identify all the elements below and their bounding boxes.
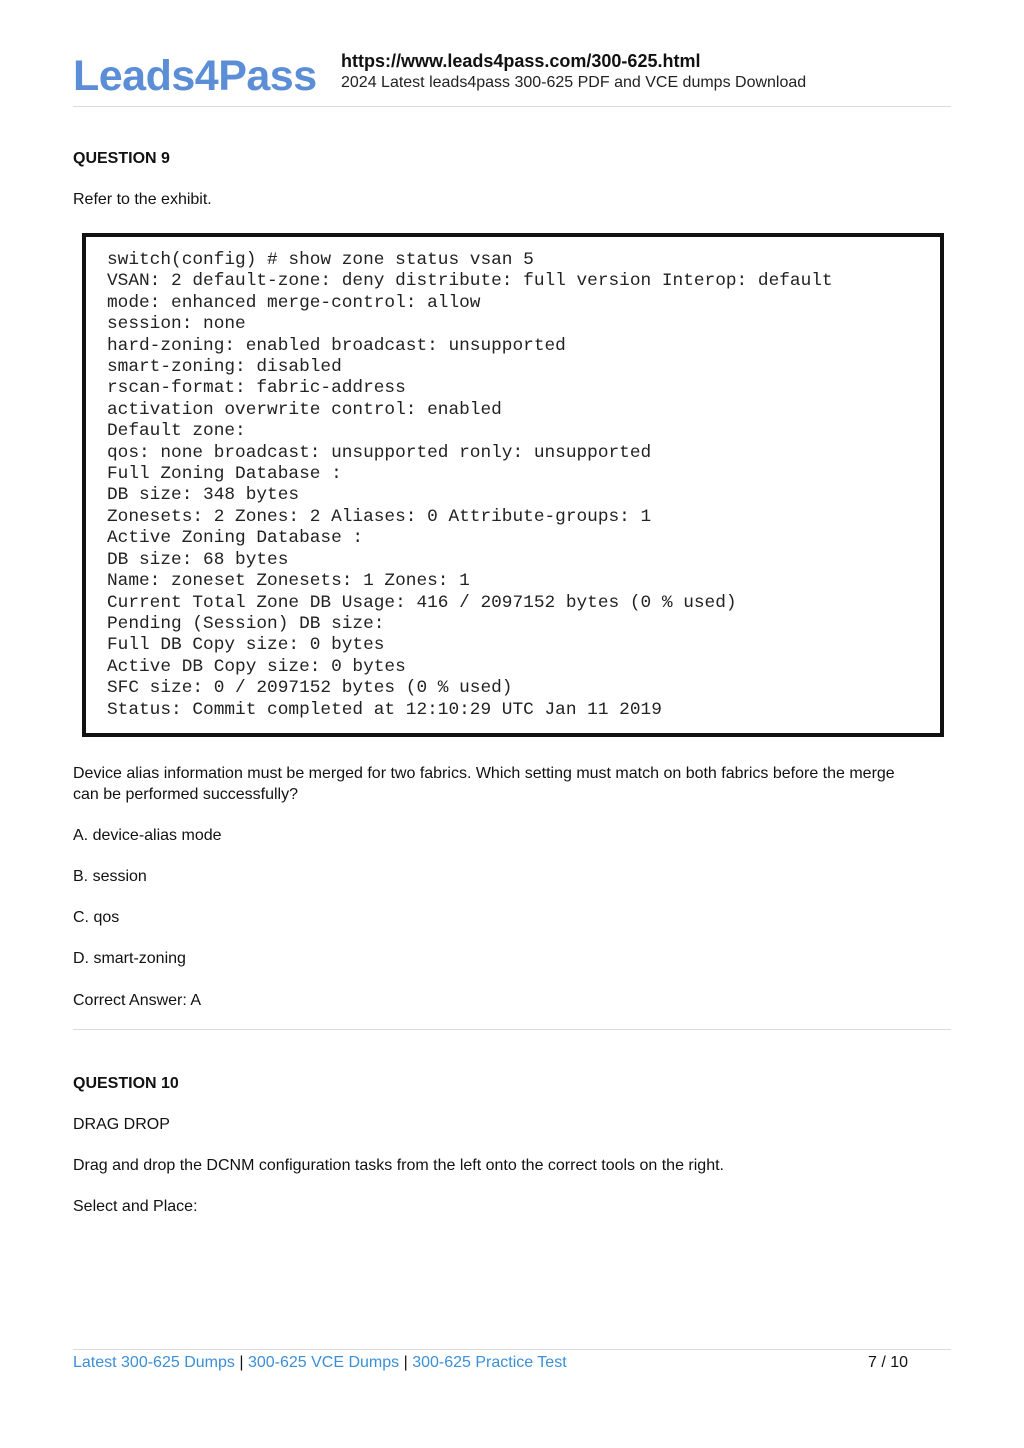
question-9-title: QUESTION 9 <box>73 150 170 167</box>
page-number: 7 / 10 <box>868 1354 909 1371</box>
console-line: Name: zoneset Zonesets: 1 Zones: 1 <box>107 571 470 592</box>
question-9-intro: Refer to the exhibit. <box>73 191 212 208</box>
console-line: VSAN: 2 default-zone: deny distribute: full version Interop: default <box>107 271 833 292</box>
header-subtitle: 2024 Latest leads4pass 300-625 PDF and VCE dumps Download <box>341 74 807 91</box>
console-line: Default zone: <box>107 421 246 442</box>
console-line: DB size: 68 bytes <box>107 549 289 570</box>
page-footer <box>73 1349 951 1371</box>
option-c: C. qos <box>73 909 120 926</box>
console-line: mode: enhanced merge-control: allow <box>107 292 481 313</box>
console-line: Zonesets: 2 Zones: 2 Aliases: 0 Attribute-groups: 1 <box>107 506 652 527</box>
console-line: session: none <box>107 314 246 335</box>
console-line: Full Zoning Database : <box>107 464 342 485</box>
console-line: hard-zoning: enabled broadcast: unsupported <box>107 335 566 356</box>
leads4pass-logo: Leads4Pass <box>73 52 317 100</box>
latest-dumps-link[interactable]: Latest 300-625 Dumps <box>73 1354 235 1371</box>
page-header <box>73 48 951 107</box>
option-a: A. device-alias mode <box>73 827 222 844</box>
exhibit-console <box>82 233 944 737</box>
console-line: Current Total Zone DB Usage: 416 / 2097152 bytes (0 % used) <box>107 592 737 613</box>
console-line: switch(config) # show zone status vsan 5 <box>107 250 534 270</box>
footer-separator: | <box>239 1354 244 1371</box>
footer-links <box>73 1354 567 1372</box>
correct-answer: Correct Answer: A <box>73 992 202 1009</box>
console-line: activation overwrite control: enabled <box>107 399 502 420</box>
vce-dumps-link[interactable]: 300-625 VCE Dumps <box>247 1354 400 1371</box>
option-b: B. session <box>73 868 147 885</box>
console-line: smart-zoning: disabled <box>107 357 342 378</box>
footer-separator: | <box>403 1354 408 1371</box>
practice-test-link[interactable]: 300-625 Practice Test <box>412 1354 567 1371</box>
console-line: Active DB Copy size: 0 bytes <box>107 656 406 677</box>
question-9-text-line1: Device alias information must be merged for two fabrics. Which setting must match on both fabrics before the merge <box>73 765 895 782</box>
console-line: Pending (Session) DB size: <box>107 613 385 634</box>
question-9-text-line2: can be performed successfully? <box>73 786 298 803</box>
console-line: qos: none broadcast: unsupported ronly: unsupported <box>107 442 652 463</box>
console-line: rscan-format: fabric-address <box>107 378 406 399</box>
console-line: Status: Commit completed at 12:10:29 UTC Jan 11 2019 <box>107 699 662 720</box>
header-url: https://www.leads4pass.com/300-625.html <box>341 51 701 71</box>
section-divider <box>73 1029 951 1030</box>
console-line: DB size: 348 bytes <box>107 485 300 506</box>
question-10-title: QUESTION 10 <box>73 1075 179 1092</box>
console-line: SFC size: 0 / 2097152 bytes (0 % used) <box>107 678 513 699</box>
question-10-type: DRAG DROP <box>73 1116 170 1133</box>
select-and-place-label: Select and Place: <box>73 1198 198 1215</box>
option-d: D. smart-zoning <box>73 950 186 967</box>
question-10-instruction: Drag and drop the DCNM configuration tasks from the left onto the correct tools on the right. <box>73 1157 724 1174</box>
console-line: Full DB Copy size: 0 bytes <box>107 635 385 656</box>
console-output <box>107 250 833 721</box>
console-line: Active Zoning Database : <box>107 528 364 549</box>
